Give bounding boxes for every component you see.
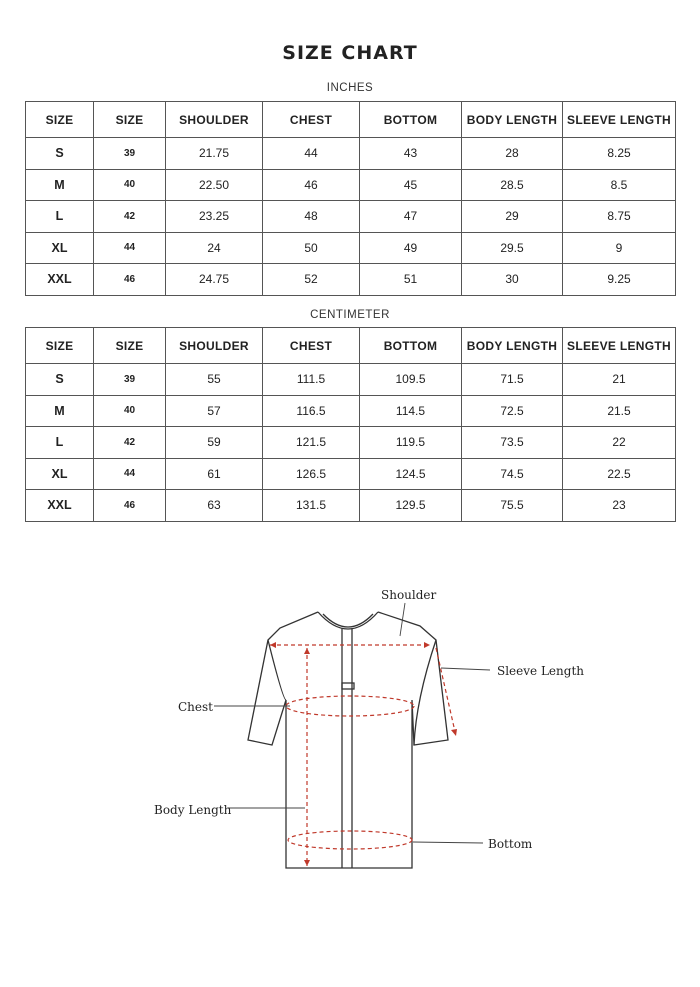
tshirt-measurement-diagram [0, 560, 700, 900]
measurement-cell: 75.5 [462, 490, 563, 522]
measurement-cell: 72.5 [462, 395, 563, 427]
measurement-cell: 9 [563, 232, 676, 264]
numeric-size-cell: 40 [94, 395, 166, 427]
numeric-size-cell: 40 [94, 169, 166, 201]
measurement-cell: 109.5 [360, 364, 462, 396]
column-header: BOTTOM [360, 102, 462, 138]
measurement-cell: 59 [166, 427, 263, 459]
numeric-size-cell: 46 [94, 490, 166, 522]
measurement-cell: 119.5 [360, 427, 462, 459]
size-cell: XL [26, 458, 94, 490]
chest-label: Chest [178, 700, 213, 714]
measurement-cell: 71.5 [462, 364, 563, 396]
measurement-cell: 30 [462, 264, 563, 296]
column-header: BODY LENGTH [462, 102, 563, 138]
page-title: SIZE CHART [282, 42, 418, 64]
measurement-arrowheads [270, 642, 457, 866]
size-cell: L [26, 427, 94, 459]
measurement-cell: 23 [563, 490, 676, 522]
column-header: SIZE [26, 328, 94, 364]
measurement-cell: 22 [563, 427, 676, 459]
measurement-cell: 121.5 [263, 427, 360, 459]
numeric-size-cell: 44 [94, 232, 166, 264]
measurement-cell: 44 [263, 138, 360, 170]
measurement-cell: 9.25 [563, 264, 676, 296]
size-cell: S [26, 138, 94, 170]
measurement-cell: 28 [462, 138, 563, 170]
measurement-cell: 111.5 [263, 364, 360, 396]
measurement-cell: 48 [263, 201, 360, 233]
table-row [26, 201, 676, 233]
measurement-cell: 21 [563, 364, 676, 396]
measurement-cell: 50 [263, 232, 360, 264]
measurement-lines [270, 645, 456, 866]
table-row [26, 264, 676, 296]
numeric-size-cell: 46 [94, 264, 166, 296]
measurement-cell: 51 [360, 264, 462, 296]
table-row [26, 138, 676, 170]
column-header: SHOULDER [166, 328, 263, 364]
measurement-cell: 22.5 [563, 458, 676, 490]
measurement-cell: 114.5 [360, 395, 462, 427]
measurement-cell: 24 [166, 232, 263, 264]
table-row [26, 490, 676, 522]
measurement-cell: 49 [360, 232, 462, 264]
measurement-cell: 8.5 [563, 169, 676, 201]
measurement-cell: 129.5 [360, 490, 462, 522]
numeric-size-cell: 39 [94, 364, 166, 396]
table-row [26, 169, 676, 201]
measurement-cell: 47 [360, 201, 462, 233]
numeric-size-cell: 42 [94, 427, 166, 459]
sleeve-length-label: Sleeve Length [497, 664, 584, 678]
inches-size-table [25, 101, 676, 296]
measurement-cell: 126.5 [263, 458, 360, 490]
measurement-cell: 45 [360, 169, 462, 201]
measurement-cell: 116.5 [263, 395, 360, 427]
numeric-size-cell: 42 [94, 201, 166, 233]
body-length-label: Body Length [154, 803, 232, 817]
measurement-cell: 131.5 [263, 490, 360, 522]
size-cell: XXL [26, 264, 94, 296]
size-cell: S [26, 364, 94, 396]
measurement-cell: 61 [166, 458, 263, 490]
column-header: SIZE [94, 328, 166, 364]
column-header: BOTTOM [360, 328, 462, 364]
measurement-cell: 28.5 [462, 169, 563, 201]
measurement-cell: 74.5 [462, 458, 563, 490]
table-row [26, 364, 676, 396]
measurement-cell: 21.5 [563, 395, 676, 427]
column-header: SIZE [26, 102, 94, 138]
numeric-size-cell: 39 [94, 138, 166, 170]
size-cell: L [26, 201, 94, 233]
table-row [26, 458, 676, 490]
shoulder-label: Shoulder [381, 588, 437, 602]
measurement-cell: 8.75 [563, 201, 676, 233]
measurement-cell: 55 [166, 364, 263, 396]
centimeter-size-table [25, 327, 676, 522]
column-header: CHEST [263, 102, 360, 138]
tshirt-outline [248, 612, 448, 868]
size-cell: M [26, 169, 94, 201]
measurement-cell: 124.5 [360, 458, 462, 490]
inches-label: INCHES [326, 82, 374, 94]
centimeter-label: CENTIMETER [310, 309, 390, 321]
size-cell: XL [26, 232, 94, 264]
measurement-cell: 8.25 [563, 138, 676, 170]
column-header: CHEST [263, 328, 360, 364]
size-cell: M [26, 395, 94, 427]
table-row [26, 427, 676, 459]
measurement-cell: 22.50 [166, 169, 263, 201]
numeric-size-cell: 44 [94, 458, 166, 490]
table-row [26, 395, 676, 427]
measurement-cell: 57 [166, 395, 263, 427]
column-header: SHOULDER [166, 102, 263, 138]
measurement-cell: 21.75 [166, 138, 263, 170]
measurement-cell: 43 [360, 138, 462, 170]
size-cell: XXL [26, 490, 94, 522]
column-header: SLEEVE LENGTH [563, 328, 676, 364]
measurement-cell: 63 [166, 490, 263, 522]
measurement-cell: 29.5 [462, 232, 563, 264]
column-header: SIZE [94, 102, 166, 138]
bottom-label: Bottom [488, 837, 533, 851]
measurement-cell: 46 [263, 169, 360, 201]
measurement-cell: 29 [462, 201, 563, 233]
measurement-cell: 73.5 [462, 427, 563, 459]
column-header: SLEEVE LENGTH [563, 102, 676, 138]
measurement-cell: 52 [263, 264, 360, 296]
column-header: BODY LENGTH [462, 328, 563, 364]
measurement-cell: 24.75 [166, 264, 263, 296]
measurement-cell: 23.25 [166, 201, 263, 233]
table-row [26, 232, 676, 264]
